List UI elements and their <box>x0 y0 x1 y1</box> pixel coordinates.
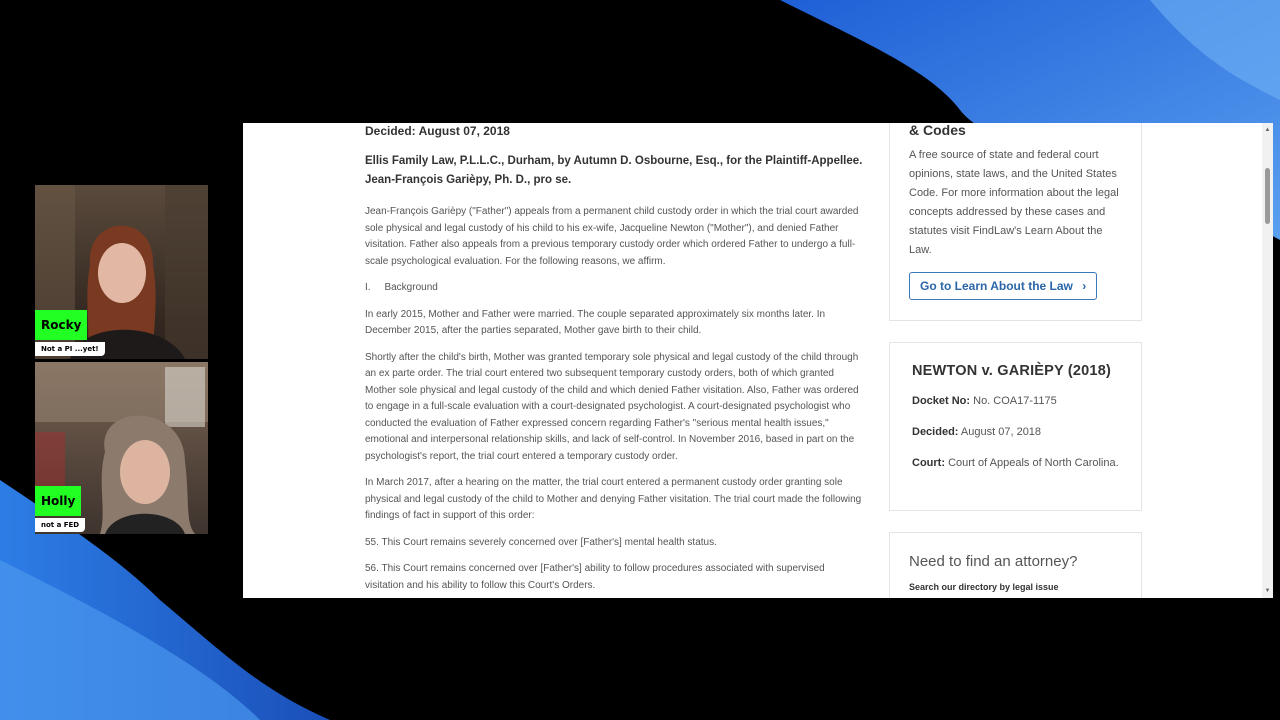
case-title: NEWTON v. GARIÈPY (2018) <box>912 363 1111 379</box>
attorney-title: Need to find an attorney? <box>909 553 1078 570</box>
paragraph: Jean-François Garièpy ("Father") appeals from a permanent child custody order in which the trial court awarded sole physical and legal custody of his child to his ex-wife, Jacqueline Newton ("Mother"), and denied Father visitation. Father also appeals from a previous temporary custody order which ordered Father to undergo a full-scale psychological evaluation. For the following reasons, we affirm. <box>365 206 859 267</box>
docket-value: No. COA17-1175 <box>973 395 1057 407</box>
court-value: Court of Appeals of North Carolina. <box>948 457 1119 469</box>
docket-label: Docket No: <box>912 395 971 407</box>
paragraph: Shortly after the child's birth, Mother was granted temporary sole physical and legal custody of the child through an ex parte order. The trial court entered two subsequent temporary custody orders, both of which granted Mother sole physical and legal custody of the child and which denied Father visitation. Also, Father was ordered to engage in a full-scale evaluation with a court-designated psychologist. A court-designated psychologist who conducted the evaluation of Father expressed concern regarding Father's "serious mental health issues," emotional and interpersonal relationship skills, and lack of self-control. In November 2016, based in part on the psychologist's report, the trial court entered a temporary custody order. <box>365 351 859 462</box>
section-heading-background: I. Background <box>365 282 438 293</box>
learn-card <box>889 123 1142 321</box>
webcam-holly <box>35 362 208 534</box>
chevron-right-icon: › <box>1082 279 1087 293</box>
find-attorney-card <box>889 532 1142 598</box>
learn-about-law-button[interactable] <box>909 272 1097 300</box>
court-label: Court: <box>912 457 945 469</box>
name-tag-rocky: Rocky <box>35 310 87 340</box>
name-tag-holly: Holly <box>35 486 81 516</box>
paragraph: In March 2017, after a hearing on the matter, the trial court entered a permanent custody order granting sole physical and legal custody of the child to Mother and denying Father visitation. The trial court made the following findings of fact in support of this order: <box>365 477 862 521</box>
browser-content <box>243 123 1273 598</box>
case-info-card <box>889 342 1142 511</box>
learn-button-label: Go to Learn About the Law <box>920 279 1073 293</box>
decided-row <box>912 423 1119 441</box>
docket-row <box>912 392 1119 410</box>
paragraph: In early 2015, Mother and Father were married. The couple separated approximately six months later. In December 2015, after the parties separated, Mother gave birth to their child. <box>365 308 826 336</box>
scroll-thumb[interactable] <box>1265 168 1270 224</box>
decided-heading: Decided: August 07, 2018 <box>365 124 510 138</box>
vertical-scrollbar[interactable] <box>1262 123 1273 598</box>
paragraph: 56. This Court remains concerned over [Father's] ability to follow procedures associated with supervised visitation and his ability to follow this Court's Orders. <box>365 563 825 591</box>
webcam-rocky <box>35 185 208 359</box>
decided-label: Decided: <box>912 426 959 438</box>
paragraph: 55. This Court remains severely concerned over [Father's] mental health status. <box>365 536 717 548</box>
sub-tag-rocky: Not a PI ...yet! <box>35 342 105 356</box>
scroll-down-icon[interactable]: ▼ <box>1264 588 1271 594</box>
court-row <box>912 454 1119 472</box>
opinion-text <box>365 123 865 594</box>
learn-title: & Codes <box>909 123 966 138</box>
attorney-subtitle[interactable]: Search our directory by legal issue <box>909 582 1059 592</box>
sub-tag-holly: not a FED <box>35 518 85 532</box>
counsel-line: Ellis Family Law, P.L.L.C., Durham, by Autumn D. Osbourne, Esq., for the Plaintiff-Appellee. Jean-François Garièpy, Ph. D., pro se. <box>365 155 863 186</box>
decided-value: August 07, 2018 <box>960 426 1042 438</box>
scroll-up-icon[interactable]: ▲ <box>1264 127 1271 133</box>
learn-text: A free source of state and federal court opinions, state laws, and the United States Code. For more information about the legal concepts addressed by these cases and statutes visit FindLaw's Learn About the Law. <box>909 149 1119 256</box>
